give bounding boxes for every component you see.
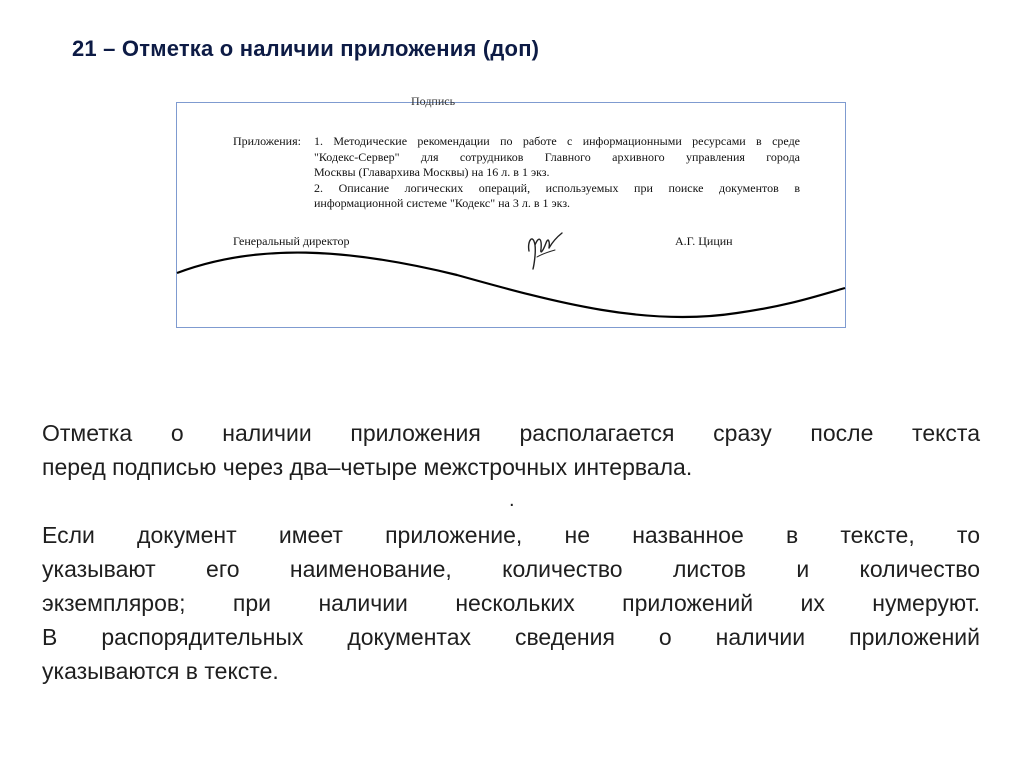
torn-edge-wave [177,103,845,327]
attachment-line: 1. Методические рекомендации по работе с информационными ресурсами в среде [314,134,800,148]
paragraph-line: экземпляров; при наличии нескольких приложений их нумеруют. [42,590,980,616]
signatory-position: Генеральный директор [233,234,350,248]
attachment-line: 2. Описание логических операций, используемых при поиске документов в [314,180,800,195]
attachment-line: информационной системе "Кодекс" на 3 л. в 1 экз. [314,196,571,210]
slide-title: 21 – Отметка о наличии приложения (доп) [72,36,540,61]
paragraph-placement-rule [42,416,980,484]
paragraph-line: Если документ имеет приложение, не названное в тексте, то [42,522,980,548]
cut-off-line: Подпись [411,94,456,108]
paragraph-line: Отметка о наличии приложения располагается сразу после текста [42,420,980,446]
paragraph-line: перед подписью через два–четыре межстрочных интервала. [42,454,693,480]
paragraph-line: указывают его наименование, количество листов и количество [42,556,980,582]
separator-dot: . [509,489,515,511]
paragraph-attachment-details [42,518,980,688]
signatory-name: А.Г. Цицин [675,234,733,248]
paragraph-line: В распорядительных документах сведения о наличии приложений [42,624,980,650]
attachments-label: Приложения: [233,134,301,148]
document-excerpt-image [176,94,846,328]
attachment-line: "Кодекс-Сервер" для сотрудников Главного архивного управления города [314,149,800,164]
attachment-line: Москвы (Главархива Москвы) на 16 л. в 1 экз. [314,165,550,179]
paragraph-line: указываются в тексте. [42,658,279,684]
